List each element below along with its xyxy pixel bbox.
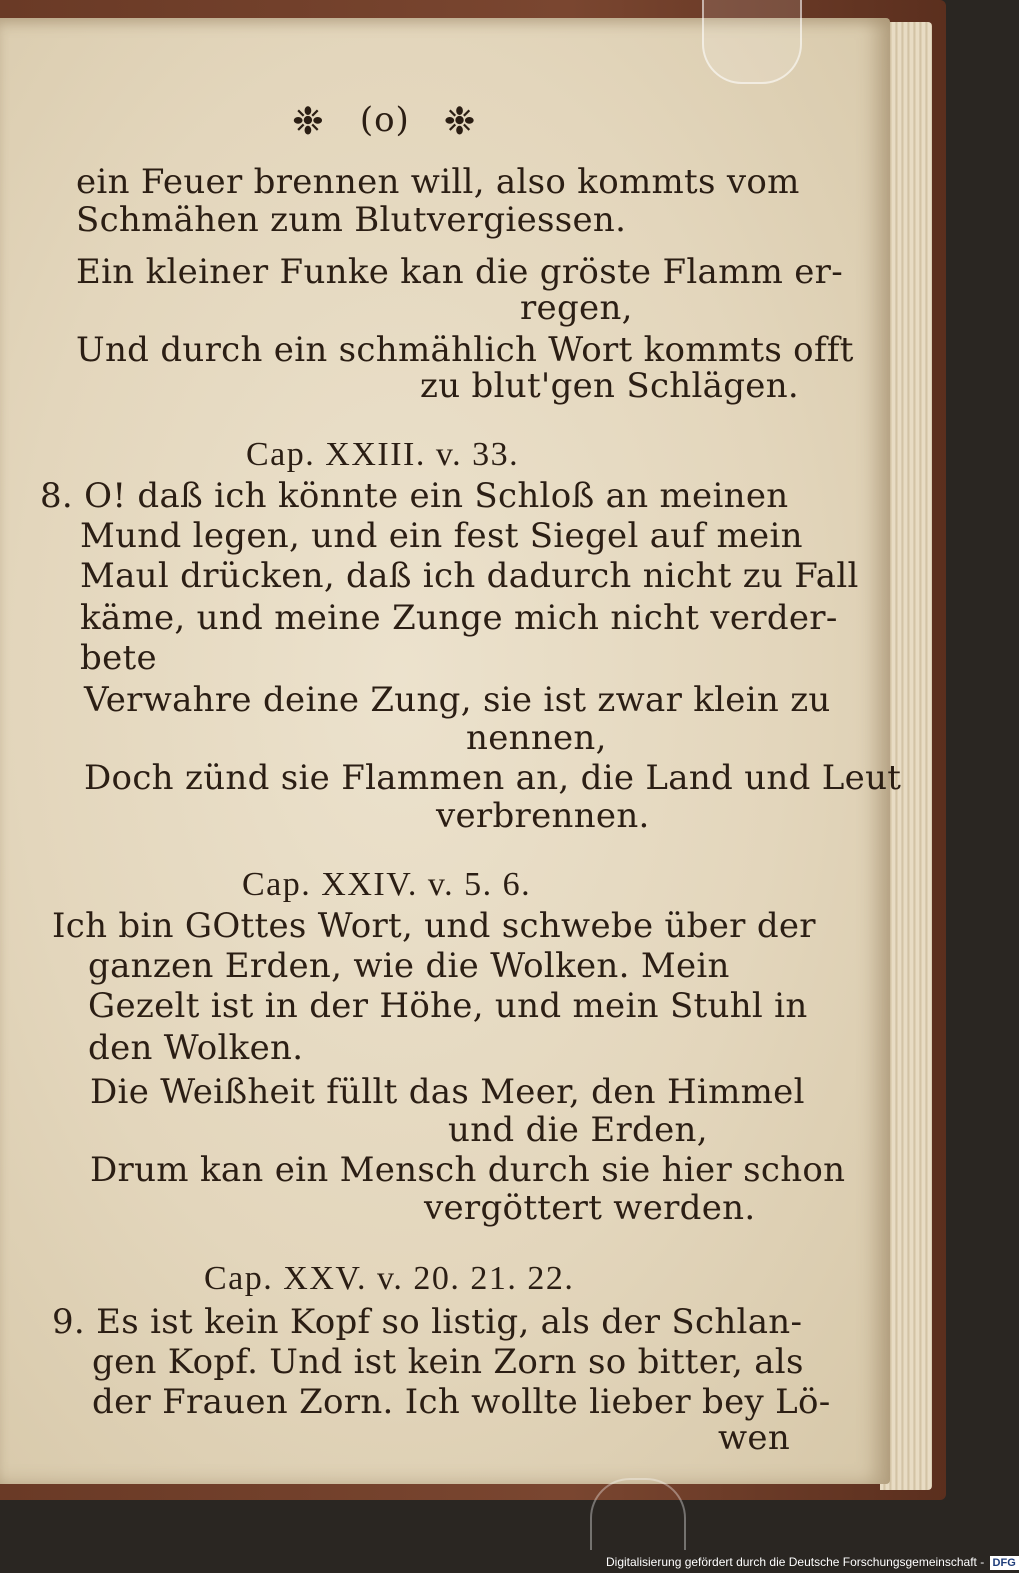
- verse-line: Die Weißheit füllt das Meer, den Himmel: [90, 1072, 805, 1112]
- text-line: bete: [80, 638, 157, 678]
- fleuron-icon: [444, 105, 478, 139]
- verse-line: vergöttert werden.: [424, 1188, 756, 1228]
- text-line: den Wolken.: [88, 1028, 304, 1068]
- text-line: Ich bin GOttes Wort, und schwebe über der: [52, 906, 816, 946]
- text-line: Gezelt ist in der Höhe, und mein Stuhl in: [88, 986, 808, 1026]
- text-line: der Frauen Zorn. Ich wollte lieber bey Lö-: [92, 1382, 831, 1422]
- verse-line: und die Erden,: [448, 1110, 708, 1150]
- verse-line: nennen,: [466, 718, 607, 758]
- verse-line: zu blut'gen Schlägen.: [420, 366, 800, 406]
- verse-line: Doch zünd sie Flammen an, die Land und Leut: [84, 758, 902, 798]
- verse-line: Drum kan ein Mensch durch sie hier schon: [90, 1150, 846, 1190]
- verse-line: verbrennen.: [436, 796, 650, 836]
- funding-credit-text: Digitalisierung gefördert durch die Deutsche Forschungsgemeinschaft -: [606, 1555, 985, 1569]
- text-line: ganzen Erden, wie die Wolken. Mein: [88, 946, 730, 986]
- dfg-logo: DFG: [990, 1556, 1019, 1570]
- verse-line: Verwahre deine Zung, sie ist zwar klein zu: [84, 680, 831, 720]
- fleuron-icon: [292, 105, 326, 139]
- verse-line: Und durch ein schmählich Wort kommts offt: [76, 330, 854, 370]
- page-clip: [702, 0, 802, 84]
- text-line: gen Kopf. Und ist kein Zorn so bitter, als: [92, 1342, 804, 1382]
- funding-credit: [606, 1552, 1016, 1573]
- catchword: wen: [718, 1418, 791, 1458]
- chapter-heading: Cap. XXV. v. 20. 21. 22.: [204, 1260, 575, 1297]
- page-clip-bottom: [590, 1478, 686, 1550]
- text-line: Maul drücken, daß ich dadurch nicht zu Fall: [80, 556, 859, 596]
- page-number: (o): [359, 100, 410, 140]
- verse-line: Ein kleiner Funke kan die gröste Flamm er-: [76, 252, 844, 292]
- text-line: Schmähen zum Blutvergiessen.: [76, 200, 627, 240]
- text-line: 9. Es ist kein Kopf so listig, als der Schlan-: [52, 1302, 803, 1342]
- running-header: [292, 100, 478, 140]
- text-line: 8. O! daß ich könnte ein Schloß an meinen: [40, 476, 789, 516]
- text-line: ein Feuer brennen will, also kommts vom: [76, 162, 800, 202]
- verse-line: regen,: [520, 288, 633, 328]
- chapter-heading: Cap. XXIII. v. 33.: [246, 436, 520, 473]
- chapter-heading: Cap. XXIV. v. 5. 6.: [242, 866, 532, 903]
- text-line: Mund legen, und ein fest Siegel auf mein: [80, 516, 803, 556]
- text-line: käme, und meine Zunge mich nicht verder-: [80, 598, 838, 638]
